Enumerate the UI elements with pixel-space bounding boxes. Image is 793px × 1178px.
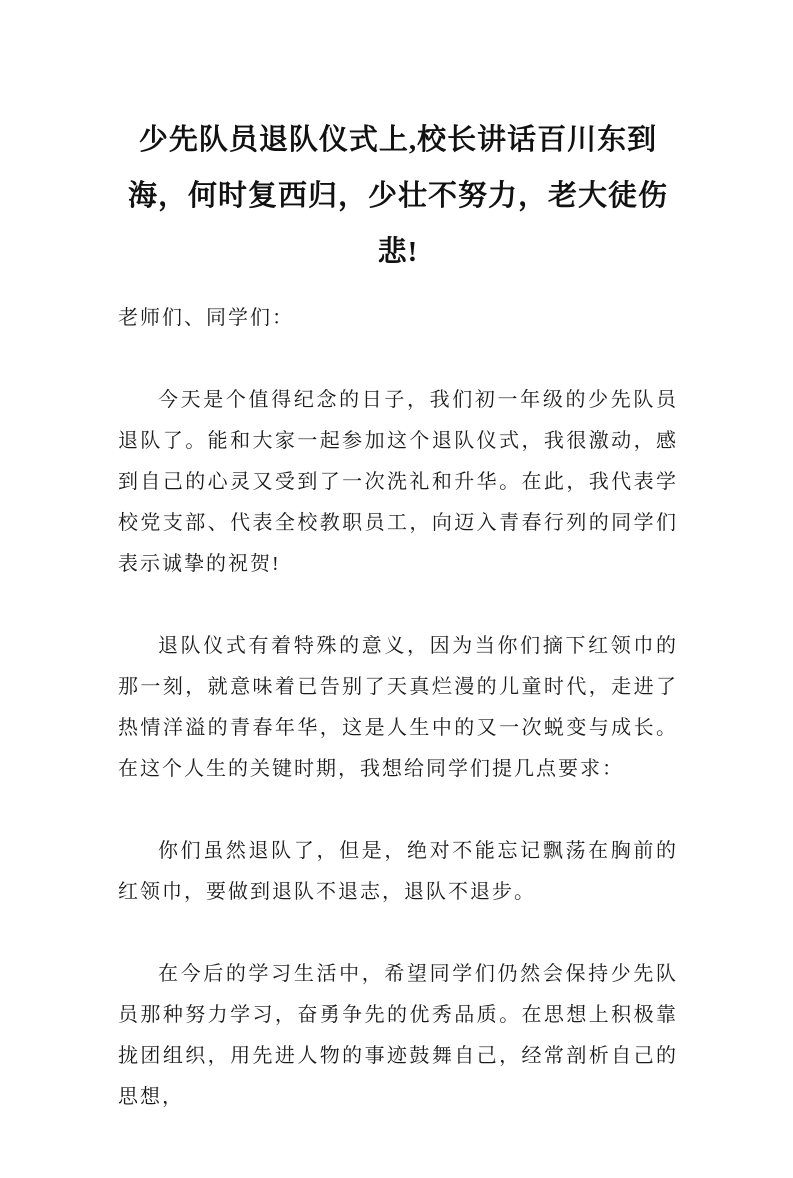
paragraph: 在今后的学习生活中，希望同学们仍然会保持少先队员那种努力学习，奋勇争先的优秀品质。在思想上积极靠拢团组织，用先进人物的事迹鼓舞自己，经常剖析自己的思想， (118, 963, 678, 1108)
paragraph: 今天是个值得纪念的日子，我们初一年级的少先队员退队了。能和大家一起参加这个退队仪式，我很激动，感到自己的心灵又受到了一次洗礼和升华。在此，我代表学校党支部、代表全校教职员工，向迈入青春行列的同学们表示诚挚的祝贺! (118, 389, 678, 575)
paragraph: 你们虽然退队了，但是，绝对不能忘记飘荡在胸前的红领巾，要做到退队不退志，退队不退步。 (118, 840, 678, 903)
salutation: 老师们、同学们： (118, 307, 294, 329)
page-title: 少先队员退队仪式上,校长讲话百川东到海，何时复西归，少壮不努力，老大徒伤悲! (127, 124, 668, 268)
paragraph: 退队仪式有着特殊的意义，因为当你们摘下红领巾的那一刻，就意味着已告别了天真烂漫的儿童时代，走进了热情洋溢的青春年华，这是人生中的又一次蜕变与成长。在这个人生的关键时期，我想给同学们提几点要求： (118, 635, 678, 780)
